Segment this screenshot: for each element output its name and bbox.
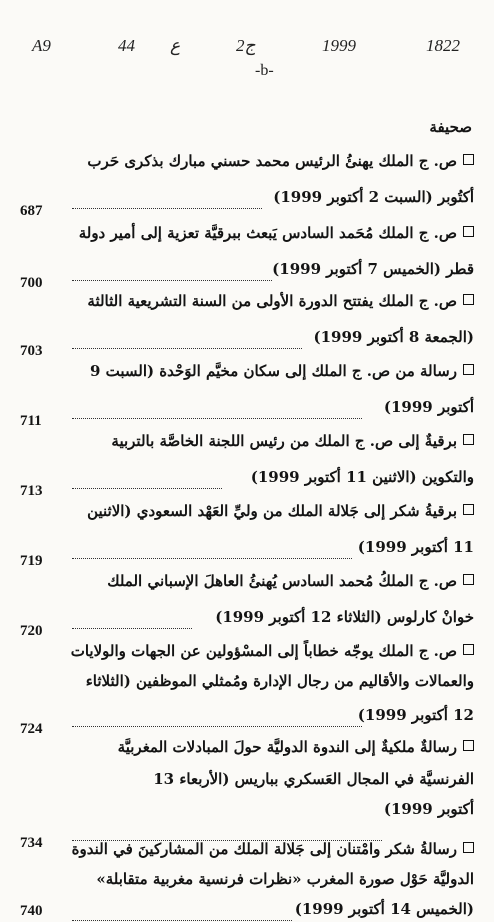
handwritten-mark: -b- [255, 62, 274, 79]
handwritten-number: 44 [118, 36, 135, 55]
page-number: 740 [20, 903, 43, 919]
checkbox-bullet-icon [463, 740, 474, 751]
handwritten-volume: 2ج [236, 36, 256, 55]
dot-leader [72, 186, 262, 209]
entry-text-line: قطر (الخميس 7 أكتوبر 1999) [272, 260, 474, 278]
checkbox-bullet-icon [463, 504, 474, 515]
page-number: 734 [20, 835, 43, 851]
entry-text-line: (الخميس 14 أكتوبر 1999) [294, 900, 474, 918]
handwritten-letter: ع [170, 36, 181, 55]
entry-text-line: الفرنسيَّة في المجال العَسكري بباريس (الأربعاء 13 [153, 770, 474, 788]
page-number: 713 [20, 483, 43, 499]
dot-leader [72, 258, 272, 281]
entry-text-line: 11 أكتوبر 1999) [357, 538, 474, 556]
entry-text-line: رسالةٌ ملكيةٌ إلى الندوة الدوليَّة حولَ المبادلات المغربيَّة [117, 738, 457, 756]
entry-text-line: رسالةُ شكر وامْتنان إلى جَلالة الملك من المشاركينَ في الندوة [71, 840, 457, 858]
page-number: 724 [20, 721, 43, 737]
checkbox-bullet-icon [463, 226, 474, 237]
page-column-title: صحيفة [429, 118, 472, 136]
dot-leader [72, 898, 292, 921]
checkbox-bullet-icon [463, 574, 474, 585]
page-number: 703 [20, 343, 43, 359]
handwritten-reference-header [0, 36, 494, 66]
entry-text-line: 12 أكتوبر 1999) [357, 706, 474, 724]
entry-text-line: برقيةُ شكر إلى جَلالة الملك من وليِّ العَهْد السعودي (الاثنين [87, 502, 457, 520]
entry-text-line: (الجمعة 8 أكتوبر 1999) [313, 328, 474, 346]
handwritten-year: 1999 [322, 36, 356, 55]
entry-text-line: ص. ج الملك يوجّه خطاباً إلى المسْؤولين عن الجهات والولايات [70, 642, 457, 660]
entry-text-line: ص. ج الملكُ مُحمد السادس يُهنئُ العاهلَ الإسباني الملك [107, 572, 457, 590]
page-number: 719 [20, 553, 43, 569]
entry-text-line: رسالة من ص. ج الملك إلى سكان مخيَّم الوَحْدة (السبت 9 [89, 362, 457, 380]
dot-leader [72, 704, 362, 727]
entry-text-line: أكتوبر 1999) [383, 398, 474, 416]
page-number: 700 [20, 275, 43, 291]
entry-text-line: برقيةٌ إلى ص. ج الملك من رئيس اللجنة الخاصَّة بالتربية [111, 432, 457, 450]
checkbox-bullet-icon [463, 364, 474, 375]
dot-leader [72, 536, 352, 559]
page-number: 720 [20, 623, 43, 639]
entry-text-line: خوانْ كارلوس (الثلاثاء 12 أكتوبر 1999) [215, 608, 474, 626]
entry-text-line: والعمالات والأقاليم من رجال الإدارة ومُمثلي الموظفين (الثلاثاء [85, 672, 474, 690]
handwritten-code: A9 [32, 36, 51, 55]
dot-leader [72, 396, 362, 419]
entry-text-line: الدوليَّة حَوْل صورة المغرب «نظرات فرنسية مغربية متقابلة» [96, 870, 474, 888]
entry-text-line: ص. ج الملك مُحَمد السادس يَبعث ببرقيَّة تعزية إلى أمير دولة [78, 224, 457, 242]
entry-text-line: أكتوبر 1999) [383, 800, 474, 818]
entry-text-line: أكتُوبر (السبت 2 أكتوبر 1999) [273, 188, 474, 206]
checkbox-bullet-icon [463, 294, 474, 305]
checkbox-bullet-icon [463, 154, 474, 165]
handwritten-record-number: 1822 [426, 36, 460, 55]
page-number: 687 [20, 203, 43, 219]
checkbox-bullet-icon [463, 434, 474, 445]
entry-text-line: ص. ج الملك يفتتح الدورة الأولى من السنة التشريعية الثالثة [87, 292, 457, 310]
entry-text-line: ص. ج الملك يهنئُ الرئيس محمد حسني مبارك بذكرى حَرب [87, 152, 457, 170]
checkbox-bullet-icon [463, 842, 474, 853]
entry-text-line: والتكوين (الاثنين 11 أكتوبر 1999) [250, 468, 474, 486]
page-number: 711 [20, 413, 42, 429]
checkbox-bullet-icon [463, 644, 474, 655]
dot-leader [72, 326, 302, 349]
dot-leader [72, 606, 192, 629]
dot-leader [72, 466, 222, 489]
